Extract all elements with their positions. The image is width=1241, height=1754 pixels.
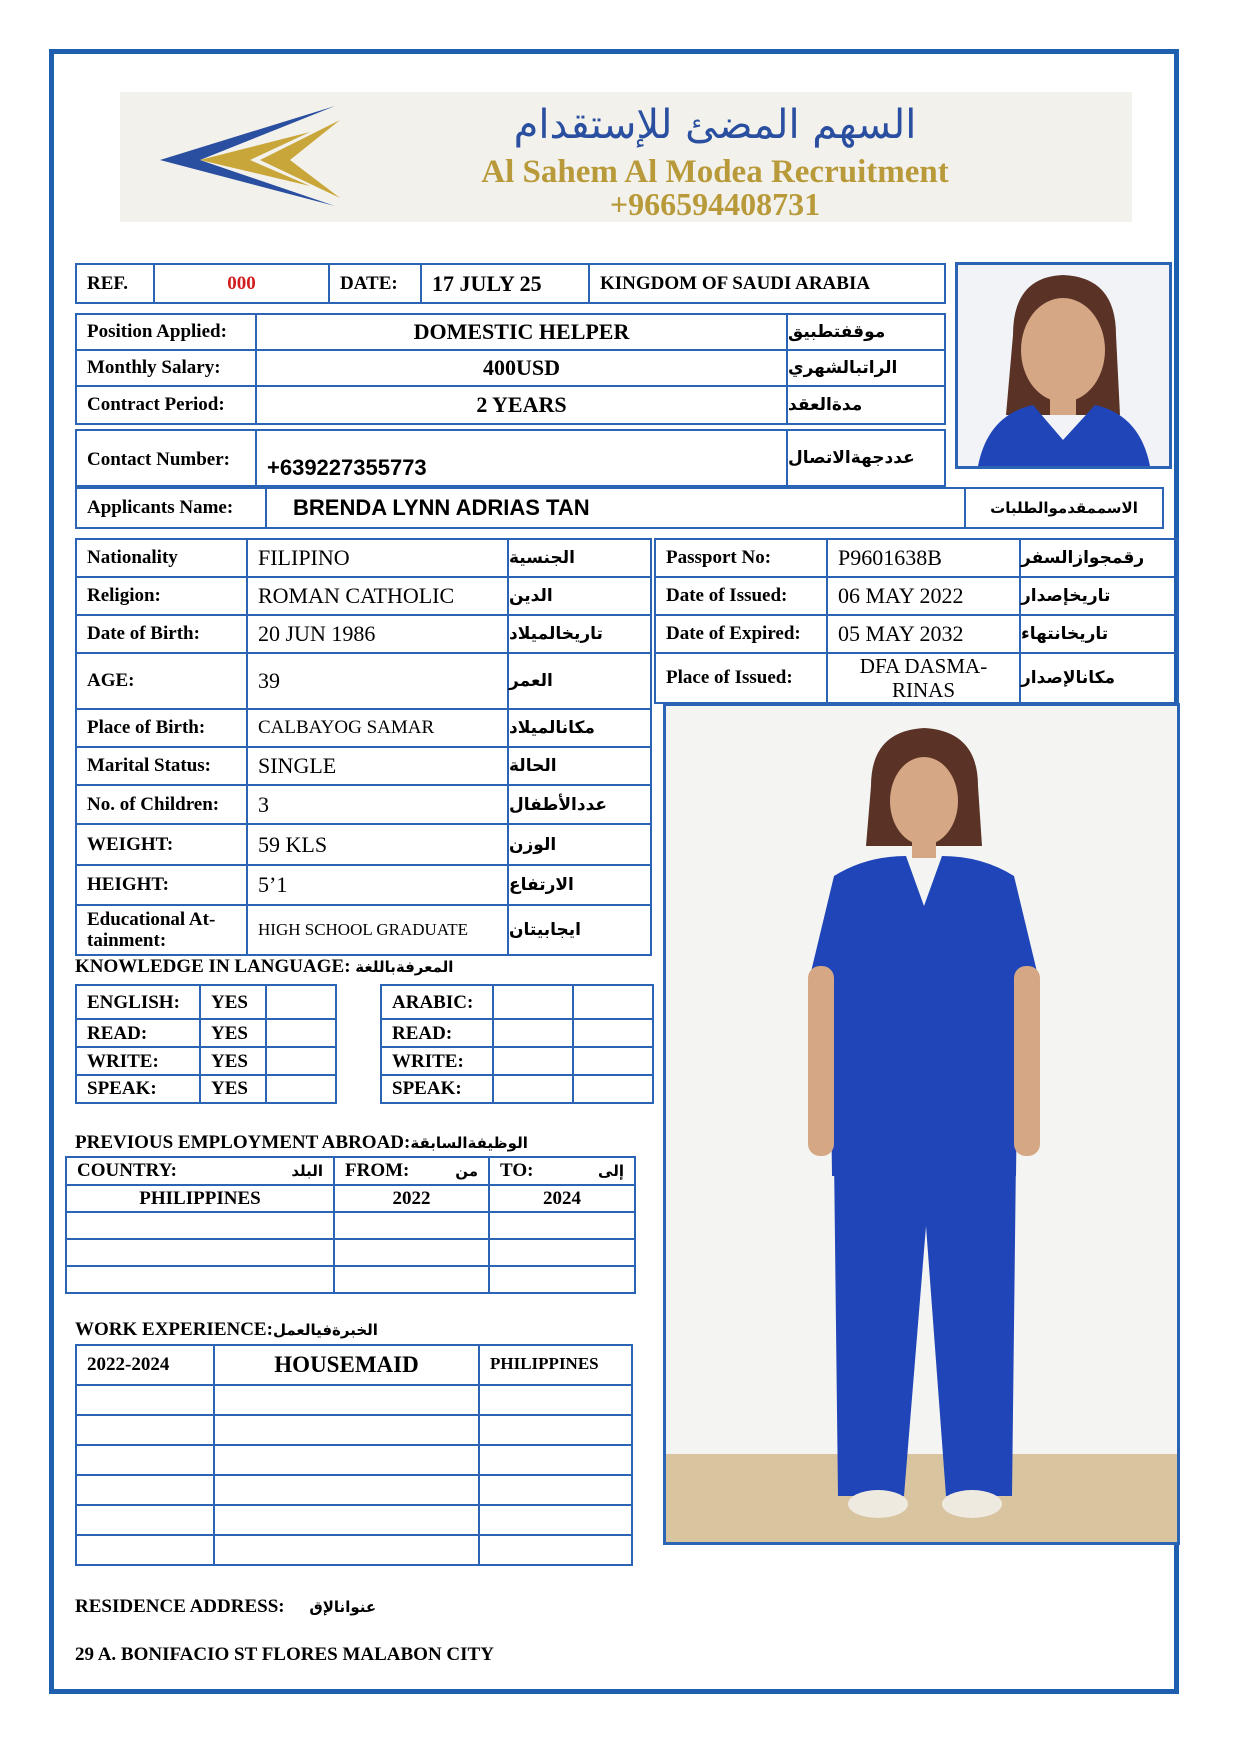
company-arabic-name: السهم المضئ للإستقدام	[513, 102, 917, 148]
arabic-lang-label: ARABIC:	[380, 984, 494, 1020]
arabic-lang-extra	[572, 1018, 654, 1048]
personal-value: CALBAYOG SAMAR	[246, 708, 509, 748]
personal-value: 20 JUN 1986	[246, 614, 509, 654]
employment-to-header	[488, 1156, 636, 1186]
contract-value: 2 YEARS	[255, 385, 788, 425]
employment-to-cell: 2024	[488, 1184, 636, 1213]
experience-years-cell	[75, 1444, 215, 1476]
country-label: KINGDOM OF SAUDI ARABIA	[588, 263, 946, 304]
personal-arabic: تاريخالميلاد	[507, 614, 652, 654]
experience-years-cell	[75, 1414, 215, 1446]
personal-label: HEIGHT:	[75, 864, 248, 906]
full-body-photo	[663, 703, 1180, 1545]
employment-to-cell	[488, 1211, 636, 1240]
english-lang-extra	[265, 1046, 337, 1076]
personal-value: FILIPINO	[246, 538, 509, 578]
experience-place-cell	[478, 1444, 633, 1476]
personal-arabic: الارتفاع	[507, 864, 652, 906]
english-lang-label: SPEAK:	[75, 1074, 201, 1104]
address-value: 29 A. BONIFACIO ST FLORES MALABON CITY	[75, 1644, 494, 1665]
contract-label: Contract Period:	[75, 385, 257, 425]
experience-place-cell	[478, 1384, 633, 1416]
salary-value: 400USD	[255, 349, 788, 387]
experience-years-cell	[75, 1504, 215, 1536]
experience-place-cell	[478, 1534, 633, 1566]
personal-label: WEIGHT:	[75, 823, 248, 866]
passport-label: Passport No:	[654, 538, 828, 578]
experience-title-arabic: الخبرةفيالعمل	[272, 1321, 378, 1339]
english-lang-extra	[265, 984, 337, 1020]
to-header-arabic: إلى	[598, 1162, 624, 1180]
experience-section-title	[75, 1319, 378, 1341]
contact-value: +639227355773	[255, 429, 788, 487]
company-phone: +966594408731	[609, 186, 821, 222]
experience-years-cell	[75, 1534, 215, 1566]
employment-country-cell	[65, 1265, 335, 1294]
company-name: Al Sahem Al Modea Recruitment	[481, 154, 949, 190]
employment-country-cell	[65, 1211, 335, 1240]
passport-value: P9601638B	[826, 538, 1021, 578]
english-lang-label: WRITE:	[75, 1046, 201, 1076]
personal-arabic: الوزن	[507, 823, 652, 866]
experience-place-cell	[478, 1414, 633, 1446]
passport-arabic: تاريخإصدار	[1019, 576, 1179, 616]
arabic-lang-value	[492, 1018, 574, 1048]
personal-arabic: مكانالميلاد	[507, 708, 652, 748]
personal-arabic: ايجابيتان	[507, 904, 652, 956]
personal-value: 59 KLS	[246, 823, 509, 866]
personal-label: Educational At- tainment:	[75, 904, 248, 956]
experience-job-cell	[213, 1384, 480, 1416]
position-arabic: موقفتطبيق	[786, 313, 946, 351]
salary-label: Monthly Salary:	[75, 349, 257, 387]
experience-job-cell	[213, 1414, 480, 1446]
arabic-lang-extra	[572, 984, 654, 1020]
employment-to-cell	[488, 1265, 636, 1294]
personal-value: 3	[246, 784, 509, 825]
personal-label: Marital Status:	[75, 746, 248, 786]
language-title-arabic: المعرفةباللغة	[355, 958, 454, 976]
language-section-title	[75, 956, 453, 978]
employment-from-cell: 2022	[333, 1184, 490, 1213]
passport-arabic: تاريخانتهاء	[1019, 614, 1179, 654]
personal-label: No. of Children:	[75, 784, 248, 825]
arabic-lang-extra	[572, 1074, 654, 1104]
experience-title: WORK EXPERIENCE:	[75, 1319, 273, 1340]
country-header-arabic: البلد	[291, 1162, 323, 1180]
english-lang-label: READ:	[75, 1018, 201, 1048]
applicant-name-arabic: الاسممقدموالطلبات	[964, 487, 1164, 529]
full-body-figure	[666, 706, 1177, 1542]
portrait-photo	[955, 262, 1172, 469]
address-label: RESIDENCE ADDRESS:	[75, 1596, 285, 1617]
arabic-lang-extra	[572, 1046, 654, 1076]
passport-arabic: رقمجوازالسفر	[1019, 538, 1179, 578]
address-label-arabic: عنوانالإق	[309, 1598, 377, 1616]
arabic-lang-label: SPEAK:	[380, 1074, 494, 1104]
personal-label: Date of Birth:	[75, 614, 248, 654]
date-value: 17 JULY 25	[420, 263, 590, 304]
personal-arabic: الحالة	[507, 746, 652, 786]
english-lang-label: ENGLISH:	[75, 984, 201, 1020]
company-logo	[140, 102, 340, 210]
english-lang-extra	[265, 1018, 337, 1048]
personal-value: 5’1	[246, 864, 509, 906]
arabic-lang-value	[492, 1046, 574, 1076]
english-lang-value: YES	[199, 1074, 267, 1104]
salary-arabic: الراتبالشهري	[786, 349, 946, 387]
passport-arabic: مكانالإصدار	[1019, 652, 1179, 704]
personal-value: SINGLE	[246, 746, 509, 786]
applicant-name-label: Applicants Name:	[75, 487, 267, 529]
personal-arabic: الجنسية	[507, 538, 652, 578]
experience-place-cell: PHILIPPINES	[478, 1344, 633, 1386]
experience-years-cell	[75, 1474, 215, 1506]
employment-country-cell	[65, 1238, 335, 1267]
passport-value: 05 MAY 2032	[826, 614, 1021, 654]
personal-label: Nationality	[75, 538, 248, 578]
arabic-lang-label: WRITE:	[380, 1046, 494, 1076]
applicant-name-value: BRENDA LYNN ADRIAS TAN	[265, 487, 966, 529]
employment-from-cell	[333, 1265, 490, 1294]
personal-value: ROMAN CATHOLIC	[246, 576, 509, 616]
employment-from-cell	[333, 1238, 490, 1267]
company-header	[120, 92, 1132, 222]
english-lang-value: YES	[199, 984, 267, 1020]
experience-job-cell	[213, 1504, 480, 1536]
english-lang-value: YES	[199, 1018, 267, 1048]
arabic-lang-value	[492, 1074, 574, 1104]
ref-label: REF.	[75, 263, 155, 304]
passport-value: 06 MAY 2022	[826, 576, 1021, 616]
personal-arabic: الدين	[507, 576, 652, 616]
personal-label: Religion:	[75, 576, 248, 616]
experience-years-cell: 2022-2024	[75, 1344, 215, 1386]
english-lang-value: YES	[199, 1046, 267, 1076]
contact-arabic: عددجهةالاتصال	[786, 429, 946, 487]
experience-job-cell: HOUSEMAID	[213, 1344, 480, 1386]
english-lang-extra	[265, 1074, 337, 1104]
arabic-lang-value	[492, 984, 574, 1020]
personal-arabic: العمر	[507, 652, 652, 710]
employment-title: PREVIOUS EMPLOYMENT ABROAD:	[75, 1132, 411, 1153]
ref-value: 000	[153, 263, 330, 304]
personal-value: 39	[246, 652, 509, 710]
experience-place-cell	[478, 1474, 633, 1506]
employment-country-cell: PHILIPPINES	[65, 1184, 335, 1213]
employment-to-cell	[488, 1238, 636, 1267]
from-header-label: FROM:	[345, 1160, 410, 1181]
contact-label: Contact Number:	[75, 429, 257, 487]
employment-title-arabic: الوظيفةالسابقة	[410, 1134, 528, 1152]
to-header-label: TO:	[500, 1160, 534, 1181]
employment-from-cell	[333, 1211, 490, 1240]
personal-value: HIGH SCHOOL GRADUATE	[246, 904, 509, 956]
experience-job-cell	[213, 1534, 480, 1566]
experience-years-cell	[75, 1384, 215, 1416]
passport-label: Date of Expired:	[654, 614, 828, 654]
employment-from-header	[333, 1156, 490, 1186]
address-section	[75, 1596, 376, 1618]
position-label: Position Applied:	[75, 313, 257, 351]
country-header-label: COUNTRY:	[77, 1160, 177, 1181]
experience-job-cell	[213, 1474, 480, 1506]
experience-place-cell	[478, 1504, 633, 1536]
date-label: DATE:	[328, 263, 422, 304]
portrait-figure	[958, 265, 1169, 466]
language-title: KNOWLEDGE IN LANGUAGE:	[75, 956, 351, 977]
passport-value: DFA DASMA- RINAS	[826, 652, 1021, 704]
experience-job-cell	[213, 1444, 480, 1476]
passport-label: Date of Issued:	[654, 576, 828, 616]
passport-label: Place of Issued:	[654, 652, 828, 704]
from-header-arabic: من	[455, 1162, 478, 1180]
personal-label: AGE:	[75, 652, 248, 710]
personal-label: Place of Birth:	[75, 708, 248, 748]
position-value: DOMESTIC HELPER	[255, 313, 788, 351]
personal-arabic: عددالأطفال	[507, 784, 652, 825]
employment-country-header	[65, 1156, 335, 1186]
contract-arabic: مدةالعقد	[786, 385, 946, 425]
employment-section-title	[75, 1132, 528, 1154]
arabic-lang-label: READ:	[380, 1018, 494, 1048]
